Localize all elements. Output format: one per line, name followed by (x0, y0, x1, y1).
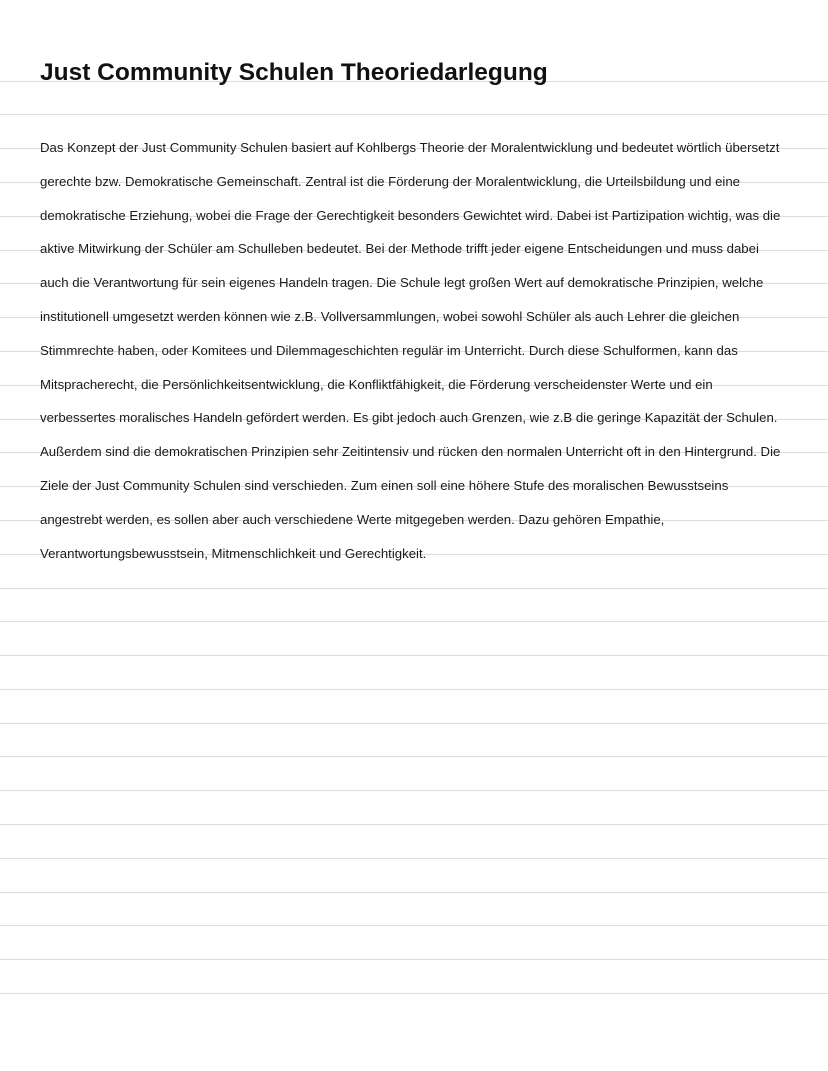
text-line: Mitspracherecht, die Persönlichkeitsentwicklung, die Konfliktfähigkeit, die Förderung verscheidenster Werte und ein (40, 376, 713, 392)
text-line: demokratische Erziehung, wobei die Frage der Gerechtigkeit besonders Gewichtet wird. Dabei ist Partizipation wichtig, was die (40, 207, 781, 223)
text-line: Stimmrechte haben, oder Komitees und Dilemmageschichten regulär im Unterricht. Durch diese Schulformen, kann das (40, 342, 738, 358)
rule-line (0, 588, 828, 589)
body-paragraph (40, 131, 780, 570)
text-line: Außerdem sind die demokratischen Prinzipien sehr Zeitintensiv und rücken den normalen Unterricht oft in den Hintergrund. Die (40, 444, 781, 460)
rule-line (0, 858, 828, 859)
rule-line (0, 959, 828, 960)
rule-line (0, 723, 828, 724)
rule-line (0, 689, 828, 690)
text-line: angestrebt werden, es sollen aber auch verschiedene Werte mitgegeben werden. Dazu gehören Empathie, (40, 511, 665, 527)
rule-line (0, 756, 828, 757)
text-line: gerechte bzw. Demokratische Gemeinschaft. Zentral ist die Förderung der Moralentwicklung, die Urteilsbildung und eine (40, 173, 741, 189)
text-line: verbessertes moralisches Handeln gefördert werden. Es gibt jedoch auch Grenzen, wie z.B die geringe Kapazität der Schulen. (40, 410, 778, 426)
rule-line (0, 114, 828, 115)
rule-line (0, 892, 828, 893)
text-line: institutionell umgesetzt werden können wie z.B. Vollversammlungen, wobei sowohl Schüler als auch Lehrer die gleichen (40, 308, 740, 324)
rule-line (0, 790, 828, 791)
rule-line (0, 925, 828, 926)
text-line: auch die Verantwortung für sein eigenes Handeln tragen. Die Schule legt großen Wert auf demokratische Prinzipien, welche (40, 275, 764, 291)
rule-line (0, 993, 828, 994)
text-line: Das Konzept der Just Community Schulen basiert auf Kohlbergs Theorie der Moralentwicklung und bedeutet wörtlich übersetzt (40, 140, 780, 155)
rule-line (0, 824, 828, 825)
text-line: aktive Mitwirkung der Schüler am Schulleben bedeutet. Bei der Methode trifft jeder eigene Entscheidungen und muss dabei (40, 241, 759, 257)
text-line: Verantwortungsbewusstsein, Mitmenschlichkeit und Gerechtigkeit. (40, 545, 427, 561)
text-line: Ziele der Just Community Schulen sind verschieden. Zum einen soll eine höhere Stufe des moralischen Bewusstseins (40, 477, 729, 493)
page-title: Just Community Schulen Theoriedarlegung (40, 59, 548, 86)
rule-line (0, 655, 828, 656)
rule-line (0, 621, 828, 622)
